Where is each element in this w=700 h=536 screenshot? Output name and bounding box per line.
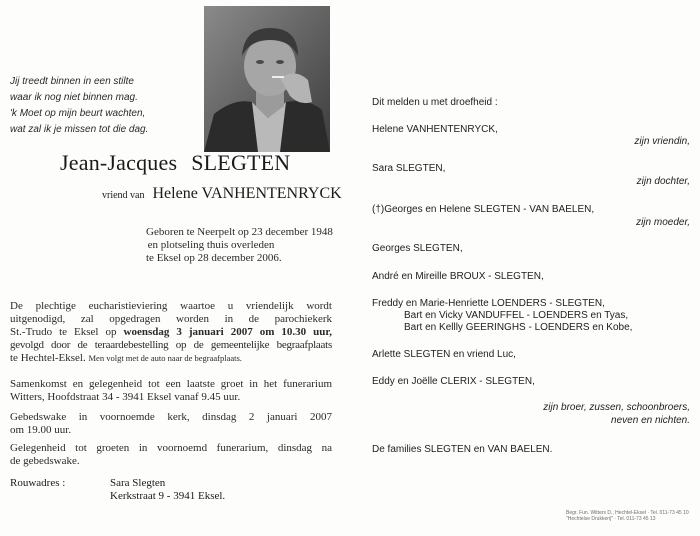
mourner-eddy: Eddy en Joëlle CLERIX - SLEGTEN, [372,376,535,387]
relation-helene: zijn vriendin, [634,136,690,147]
gathering-line: Witters, Hoofdstraat 34 - 3941 Eksel vanaf 9.45 uur. [10,391,241,403]
wake-paragraph [10,411,332,437]
birth-death-info [146,226,333,265]
greeting-paragraph [10,442,332,468]
imprint-line: "Hechtelse Drukkerij" · Tel. 011-73 45 13 [566,516,656,522]
mourner-bart-kellly: Bart en Kellly GEERINGHS - LOENDERS en Kobe, [404,322,633,333]
relation-sara: zijn dochter, [636,176,690,187]
rouwadres-address: Kerkstraat 9 - 3941 Eksel. [110,490,226,502]
ceremony-paragraph [10,300,332,365]
ceremony-line: De plechtige eucharistieviering waartoe u vriendelijk wordt [10,300,332,312]
mourner-andre: André en Mireille BROUX - SLEGTEN, [372,271,544,282]
birth-line: en plotseling thuis overleden [147,239,275,251]
poem-line: Jij treedt binnen in een stilte [10,76,134,87]
greeting-line: Gelegenheid tot groeten in voornoemd funerarium, dinsdag na [10,442,332,454]
greeting-line: de gebedswake. [10,455,80,467]
portrait-illustration [204,6,330,152]
ceremony-town: te Hechtel-Eksel. [10,352,86,364]
relation-siblings-2: neven en nichten. [611,415,690,426]
friend-line [102,185,342,203]
imprint-line: Begr. Fun. Witters D., Hechtel-Eksel · Tel. 011-73 45 10 [566,510,689,516]
poem-line: waar ik nog niet binnen mag. [10,92,138,103]
mourner-helene: Helene VANHENTENRYCK, [372,124,498,135]
rouwadres-label: Rouwadres : [10,477,66,489]
ceremony-note: Men volgt met de auto naar de begraafplaats. [88,353,242,363]
mourner-bart-vicky: Bart en Vicky VANDUFFEL - LOENDERS en Tyas, [404,310,629,321]
wake-line: Gebedswake in voornoemde kerk, dinsdag 2 januari 2007 [10,411,332,423]
ceremony-place: St.-Trudo te Eksel op [10,326,117,338]
ceremony-line: gevolgd door de teraardebestelling op de gemeentelijke begraafplaats [10,339,332,351]
last-name: SLEGTEN [191,150,291,175]
mourner-sara: Sara SLEGTEN, [372,163,446,174]
mourner-georges: Georges SLEGTEN, [372,243,463,254]
announcement-intro: Dit melden u met droefheid : [372,97,498,108]
mourner-freddy: Freddy en Marie-Henriette LOENDERS - SLEGTEN, [372,298,605,309]
printer-imprint [566,510,689,522]
birth-line: te Eksel op 28 december 2006. [146,252,282,264]
portrait-photo [204,6,330,152]
rouwadres-value [110,477,225,503]
ceremony-line [10,326,332,339]
poem-line: wat zal ik je missen tot die dag. [10,124,149,135]
ceremony-date: woensdag 3 januari 2007 om 10.30 uur, [123,326,332,338]
poem [10,74,200,138]
gathering-line: Samenkomst en gelegenheid tot een laatste groet in het funerarium [10,378,332,390]
ceremony-line: uitgenodigd, zal opgedragen worden in de parochiekerk [10,313,332,325]
ceremony-line [10,352,332,365]
mourner-parents: (†)Georges en Helene SLEGTEN - VAN BAELEN, [372,204,595,215]
deceased-name [60,150,290,176]
wake-line: om 19.00 uur. [10,424,72,436]
friend-name: Helene VANHENTENRYCK [152,185,342,202]
relation-siblings: zijn broer, zussen, schoonbroers, [543,402,690,413]
poem-line: 'k Moet op mijn beurt wachten, [10,108,146,119]
relation-parents: zijn moeder, [636,217,690,228]
friend-prefix: vriend van [102,190,145,201]
first-name: Jean-Jacques [60,150,178,175]
birth-line: Geboren te Neerpelt op 23 december 1948 [146,226,333,238]
rouwadres-name: Sara Slegten [110,477,166,489]
gathering-paragraph [10,378,332,404]
mourner-arlette: Arlette SLEGTEN en vriend Luc, [372,349,516,360]
families-line: De families SLEGTEN en VAN BAELEN. [372,444,553,455]
